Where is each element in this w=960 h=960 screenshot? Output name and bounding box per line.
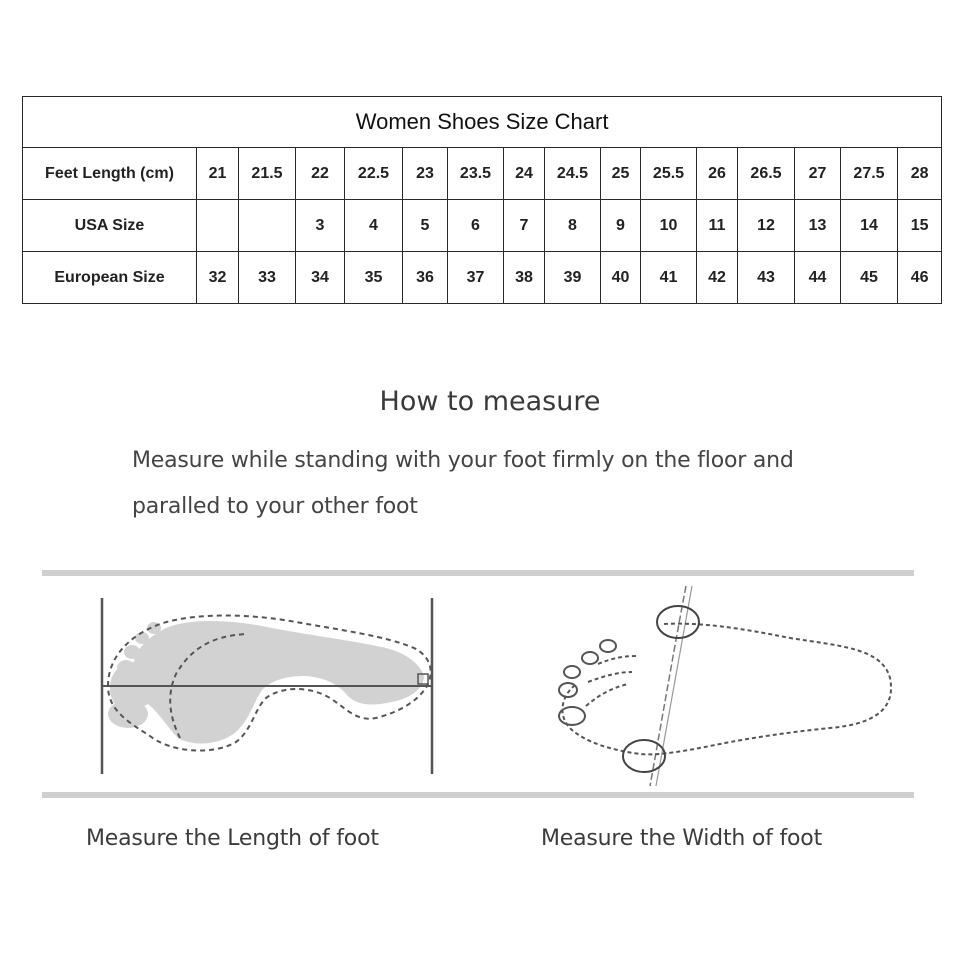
foot-illustrations — [0, 578, 960, 790]
table-cell: 11 — [697, 200, 738, 252]
divider-top — [42, 570, 914, 576]
table-cell: 22.5 — [345, 148, 403, 200]
table-cell: 6 — [448, 200, 504, 252]
table-cell: 14 — [841, 200, 898, 252]
table-cell: 15 — [898, 200, 942, 252]
table-cell: 44 — [795, 252, 841, 304]
width-guide-line — [656, 586, 692, 786]
row-european-size — [23, 252, 942, 304]
toe-icon — [582, 652, 598, 664]
table-cell: 40 — [601, 252, 641, 304]
caption-measure-length: Measure the Length of foot — [86, 826, 379, 851]
table-cell: 8 — [545, 200, 601, 252]
table-cell: 24.5 — [545, 148, 601, 200]
divider-bottom — [42, 792, 914, 798]
table-cell: 32 — [197, 252, 239, 304]
row-label: Feet Length (cm) — [23, 148, 197, 200]
size-chart-table — [22, 96, 942, 304]
toe-icon — [117, 660, 135, 676]
table-cell: 23.5 — [448, 148, 504, 200]
toe-icon — [600, 640, 616, 652]
table-cell: 7 — [504, 200, 545, 252]
width-point-circle — [623, 740, 665, 772]
table-cell: 41 — [641, 252, 697, 304]
foot-width-illustration — [559, 586, 891, 786]
toe-icon — [124, 645, 140, 659]
row-feet-length — [23, 148, 942, 200]
table-cell: 22 — [296, 148, 345, 200]
row-usa-size — [23, 200, 942, 252]
table-cell: 27.5 — [841, 148, 898, 200]
table-cell: 37 — [448, 252, 504, 304]
table-cell: 28 — [898, 148, 942, 200]
table-cell: 25 — [601, 148, 641, 200]
instruction-line-2: paralled to your other foot — [132, 494, 418, 519]
table-cell: 21 — [197, 148, 239, 200]
how-to-measure-heading: How to measure — [379, 386, 601, 417]
toe-icon — [559, 683, 577, 697]
table-cell: 39 — [545, 252, 601, 304]
toe-icon — [135, 632, 149, 644]
table-title: Women Shoes Size Chart — [23, 97, 942, 148]
table-cell: 27 — [795, 148, 841, 200]
table-cell: 9 — [601, 200, 641, 252]
width-point-circle — [657, 606, 699, 638]
caption-measure-width: Measure the Width of foot — [541, 826, 822, 851]
table-cell: 34 — [296, 252, 345, 304]
toe-icon — [564, 666, 580, 678]
instruction-line-1: Measure while standing with your foot firmly on the floor and — [132, 448, 794, 473]
ball-pad-icon — [108, 700, 148, 728]
table-cell: 35 — [345, 252, 403, 304]
table-cell: 26 — [697, 148, 738, 200]
table-cell — [197, 200, 239, 252]
table-cell: 10 — [641, 200, 697, 252]
sole-print-icon — [110, 621, 424, 744]
table-cell: 21.5 — [239, 148, 296, 200]
table-cell: 5 — [403, 200, 448, 252]
table-cell: 12 — [738, 200, 795, 252]
table-cell: 45 — [841, 252, 898, 304]
big-toe-icon — [118, 676, 146, 700]
table-cell: 38 — [504, 252, 545, 304]
table-cell: 26.5 — [738, 148, 795, 200]
row-label: European Size — [23, 252, 197, 304]
table-cell: 24 — [504, 148, 545, 200]
table-cell: 25.5 — [641, 148, 697, 200]
table-cell: 13 — [795, 200, 841, 252]
table-cell: 42 — [697, 252, 738, 304]
table-cell: 3 — [296, 200, 345, 252]
table-cell: 4 — [345, 200, 403, 252]
foot-length-illustration — [102, 598, 432, 774]
table-cell — [239, 200, 296, 252]
table-cell: 23 — [403, 148, 448, 200]
table-cell: 46 — [898, 252, 942, 304]
row-label: USA Size — [23, 200, 197, 252]
table-cell: 36 — [403, 252, 448, 304]
table-cell: 43 — [738, 252, 795, 304]
table-cell: 33 — [239, 252, 296, 304]
width-guide-line — [650, 586, 686, 786]
